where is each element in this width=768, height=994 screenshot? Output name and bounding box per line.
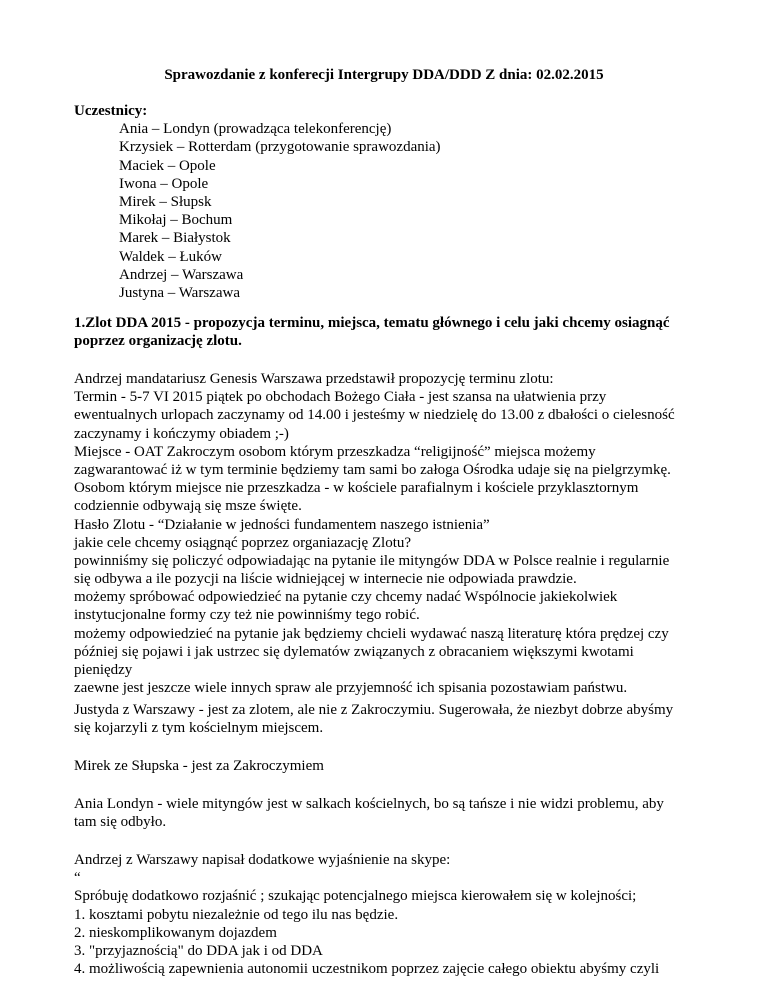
paragraph-line: tam się odbyło. — [74, 814, 167, 831]
participants-heading: Uczestnicy: — [74, 103, 148, 119]
paragraph-line: 4. możliwością zapewnienia autonomii uczestnikom poprzez zajęcie całego obiektu abyśmy czyli — [74, 961, 660, 978]
document-title: Sprawozdanie z konferecji Intergrupy DDA/DDD Z dnia: 02.02.2015 — [164, 67, 604, 83]
participant-item: Mirek – Słupsk — [119, 193, 212, 210]
paragraph-line: Justyda z Warszawy - jest za zlotem, ale nie z Zakroczymiu. Sugerowała, że niezbyt dobrze abyśmy — [74, 702, 674, 718]
paragraph-line: 1. kosztami pobytu niezależnie od tego ilu nas będzie. — [74, 906, 399, 923]
paragraph-line: Mirek ze Słupska - jest za Zakroczymiem — [74, 758, 324, 774]
paragraph-line: jakie cele chcemy osiągnąć poprzez organiazację Zlotu? — [74, 534, 412, 551]
participant-item: Justyna – Warszawa — [119, 284, 240, 301]
paragraph-line: Miejsce - OAT Zakroczym osobom którym przeszkadza “religijność” miejsca możemy — [74, 443, 596, 460]
paragraph-line: Andrzej z Warszawy napisał dodatkowe wyjaśnienie na skype: — [74, 852, 451, 868]
participant-item: Iwona – Opole — [119, 175, 209, 192]
participant-item: Krzysiek – Rotterdam (przygotowanie sprawozdania) — [119, 139, 441, 156]
paragraph-line: 3. "przyjaznością" do DDA jak i od DDA — [74, 942, 323, 959]
paragraph-line: się odbywa a ile pozycji na liście widniejącej w internecie nie odpowiada prawdzie. — [74, 571, 577, 588]
section-heading-line: 1.Zlot DDA 2015 - propozycja terminu, miejsca, tematu głównego i celu jaki chcemy osiagnąć — [74, 315, 670, 331]
paragraph-line: Hasło Zlotu - “Działanie w jedności fundamentem naszego istnienia” — [74, 516, 490, 533]
paragraph-line: Osobom którym miejsce nie przeszkadza - w kościele parafialnym i kościele przyklasztornym — [74, 480, 639, 497]
paragraph-line: Spróbuję dodatkowo rozjaśnić ; szukając potencjalnego miejsca kierowałem się w kolejności; — [74, 888, 637, 905]
paragraph-line: “ — [74, 870, 81, 887]
section-1-heading — [74, 314, 714, 350]
paragraph-line: zagwarantować iż w tym terminie będziemy tam sami bo załoga Ośrodka udaje się na pielgrzymkę. — [74, 461, 671, 478]
paragraph-mirek — [74, 757, 714, 775]
paragraph-line: później się pojawi i jak ustrzec się dylematów związanych z obracaniem większymi kwotami — [74, 643, 634, 660]
paragraph-line: się kojarzyli z tym kościelnym miejscem. — [74, 720, 324, 737]
paragraph-line: Termin - 5-7 VI 2015 piątek po obchodach Bożego Ciała - jest szansa na ułatwienia przy — [74, 389, 607, 406]
participant-item: Marek – Białystok — [119, 230, 231, 247]
participant-item: Maciek – Opole — [119, 157, 216, 174]
participants-list — [74, 120, 714, 302]
paragraph-line: instytucjonalne formy czy też nie powinniśmy tego robić. — [74, 607, 420, 624]
paragraph-andrzej-skype — [74, 851, 714, 978]
paragraph-line: ewentualnych urlopach zaczynamy od 14.00 i jesteśmy w niedzielę do 13.00 z dbałości o cielesność — [74, 407, 675, 424]
paragraph-line: pieniędzy — [74, 662, 133, 678]
paragraph-line: zaewne jest jeszcze wiele innych spraw ale przyjemność ich spisania pozostawiam państwu. — [74, 680, 628, 697]
paragraph-line: Andrzej mandatariusz Genesis Warszawa przedstawił propozycję terminu zlotu: — [74, 371, 554, 387]
section-heading-line: poprzez organizację zlotu. — [74, 333, 242, 350]
paragraph-andrzej-proposal — [74, 370, 714, 697]
paragraph-line: Ania Londyn - wiele mityngów jest w salkach kościelnych, bo są tańsze i nie widzi problemu, aby — [74, 796, 664, 812]
paragraph-line: powinniśmy się policzyć odpowiadając na pytanie ile mityngów DDA w Polsce realnie i regularnie — [74, 552, 670, 569]
paragraph-line: 2. nieskomplikowanym dojazdem — [74, 924, 277, 941]
paragraph-ania — [74, 795, 714, 831]
participant-item: Mikołaj – Bochum — [119, 212, 233, 229]
paragraph-line: codziennie odbywają się msze święte. — [74, 498, 302, 515]
participant-item: Ania – Londyn (prowadząca telekonferencję) — [119, 121, 392, 138]
paragraph-line: możemy spróbować odpowiedzieć na pytanie czy chcemy nadać Wspólnocie jakiekolwiek — [74, 589, 618, 606]
participants-section — [74, 102, 714, 302]
participant-item: Waldek – Łuków — [119, 248, 222, 265]
paragraph-line: możemy odpowiedzieć na pytanie jak będziemy chcieli wydawać naszą literaturę która prędzej czy — [74, 625, 669, 642]
participant-item: Andrzej – Warszawa — [119, 266, 244, 283]
paragraph-line: zaczynamy i kończymy obiadem ;-) — [74, 425, 289, 442]
paragraph-justyna — [74, 701, 714, 737]
